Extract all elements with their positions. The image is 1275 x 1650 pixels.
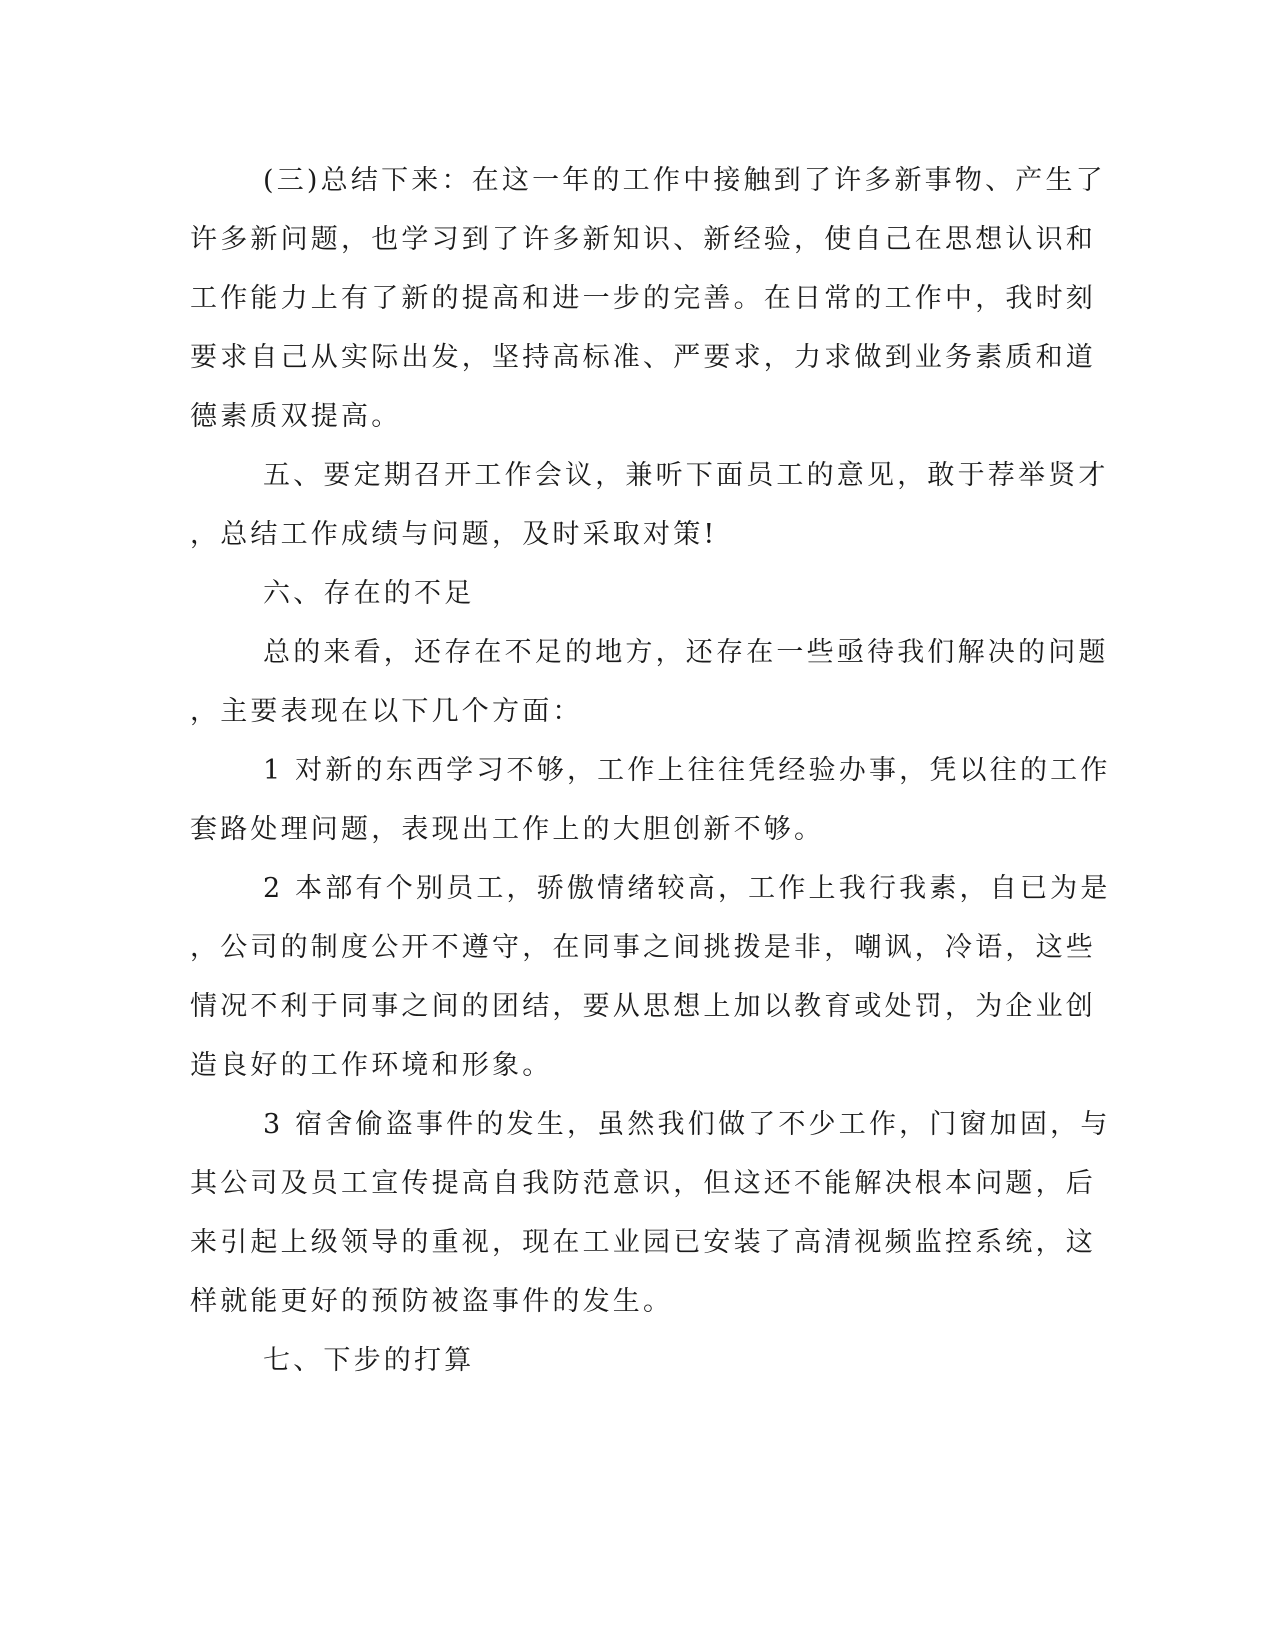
item-2-line-2: ，公司的制度公开不遵守，在同事之间挑拨是非，嘲讽，冷语，这些 <box>190 932 1096 963</box>
item-2-line-1: 2 本部有个别员工，骄傲情绪较高，工作上我行我素，自已为是 <box>263 873 1111 904</box>
item-1-line-2: 套路处理问题，表现出工作上的大胆创新不够。 <box>190 814 825 845</box>
paragraph-overview-line-2: ，主要表现在以下几个方面： <box>190 696 583 727</box>
item-3-line-2: 其公司及员工宣传提高自我防范意识，但这还不能解决根本问题，后 <box>190 1168 1096 1199</box>
paragraph-overview-line-1: 总的来看，还存在不足的地方，还存在一些亟待我们解决的问题 <box>263 637 1109 668</box>
section-heading-shortcomings: 六、存在的不足 <box>263 578 475 609</box>
item-3-line-4: 样就能更好的预防被盗事件的发生。 <box>190 1286 674 1317</box>
paragraph-5-meetings-line-2: ，总结工作成绩与问题，及时采取对策! <box>190 519 718 550</box>
item-3-line-1: 3 宿舍偷盗事件的发生，虽然我们做了不少工作，门窗加固，与 <box>263 1109 1111 1140</box>
section-heading-next-steps: 七、下步的打算 <box>263 1345 475 1376</box>
paragraph-3-summary-line-2: 许多新问题，也学习到了许多新知识、新经验，使自己在思想认识和 <box>190 224 1096 255</box>
paragraph-3-summary-line-4: 要求自己从实际出发，坚持高标准、严要求，力求做到业务素质和道 <box>190 342 1096 373</box>
item-2-line-4: 造良好的工作环境和形象。 <box>190 1050 553 1081</box>
item-3-line-3: 来引起上级领导的重视，现在工业园已安装了高清视频监控系统，这 <box>190 1227 1096 1258</box>
paragraph-5-meetings-line-1: 五、要定期召开工作会议，兼听下面员工的意见，敢于荐举贤才 <box>263 460 1109 491</box>
item-2-line-3: 情况不利于同事之间的团结，要从思想上加以教育或处罚，为企业创 <box>190 991 1096 1022</box>
item-1-line-1: 1 对新的东西学习不够，工作上往往凭经验办事，凭以往的工作 <box>263 755 1111 786</box>
paragraph-3-summary-line-1: (三)总结下来：在这一年的工作中接触到了许多新事物、产生了 <box>263 165 1106 196</box>
paragraph-3-summary-line-5: 德素质双提高。 <box>190 401 402 432</box>
paragraph-3-summary-line-3: 工作能力上有了新的提高和进一步的完善。在日常的工作中，我时刻 <box>190 283 1096 314</box>
